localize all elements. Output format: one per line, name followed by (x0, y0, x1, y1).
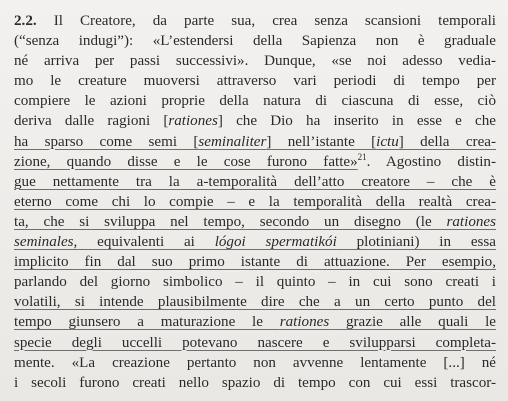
text-line-7: ha sparso come semi [seminaliter] nell’istante [ictu] della crea- (14, 133, 496, 150)
text-line-18: mente. «La creazione pertanto non avvenne lentamente [...] né (14, 354, 496, 371)
text-line-1: 2.2. Il Creatore, da parte sua, crea senza scansioni temporali (14, 13, 496, 29)
text-line-13: implicito fin dal suo primo istante di attuazione. Per esempio, (14, 254, 496, 271)
text-line-14: parlando del giorno simbolico – il quinto – in cui sono creati i (14, 274, 496, 291)
text-line-10: eterno come chi lo compie – e la temporalità della realtà crea- (14, 193, 496, 210)
text-line-9: gue nettamente tra la a-temporalità dell’atto creatore – che è (14, 173, 496, 190)
text-line-16: tempo giunsero a maturazione le rationes grazie alle quali le (14, 314, 496, 331)
text-line-5: compiere le azioni proprie della natura di ciascuna di esse, ciò (14, 93, 496, 110)
section-number: 2.2. (14, 13, 37, 29)
text-line-2: (“senza indugi”): «L’estendersi della Sapienza non è graduale (14, 33, 496, 50)
text-line-15: volatili, si intende plausibilmente dire che a un certo punto del (14, 294, 496, 311)
text-line-11: ta, che si sviluppa nel tempo, secondo un disegno (le rationes (14, 213, 496, 230)
text-line-3: né arriva per passi successivi». Dunque, «se noi adesso vedia- (14, 53, 496, 70)
text-line-6: deriva dalle ragioni [rationes] che Dio ha inserito in esse e che (14, 113, 496, 130)
paragraph-2-2 (14, 11, 496, 393)
text-line-4: mo le creature muoversi attraverso vari periodi di tempo per (14, 73, 496, 90)
text-line-17: specie degli uccelli potevano nascere e svilupparsi completa- (14, 334, 496, 351)
text-line-8: zione, quando disse e le cose furono fatte»$^{21}$. Agostino distin- (14, 151, 496, 170)
footnote-ref: 21 (357, 151, 367, 162)
text-line-19: i secoli furono creati nello spazio di tempo con cui essi trascor- (14, 374, 496, 391)
text-line-12: seminales, equivalenti ai lógoi spermatikói plotiniani) in essa (14, 234, 496, 251)
